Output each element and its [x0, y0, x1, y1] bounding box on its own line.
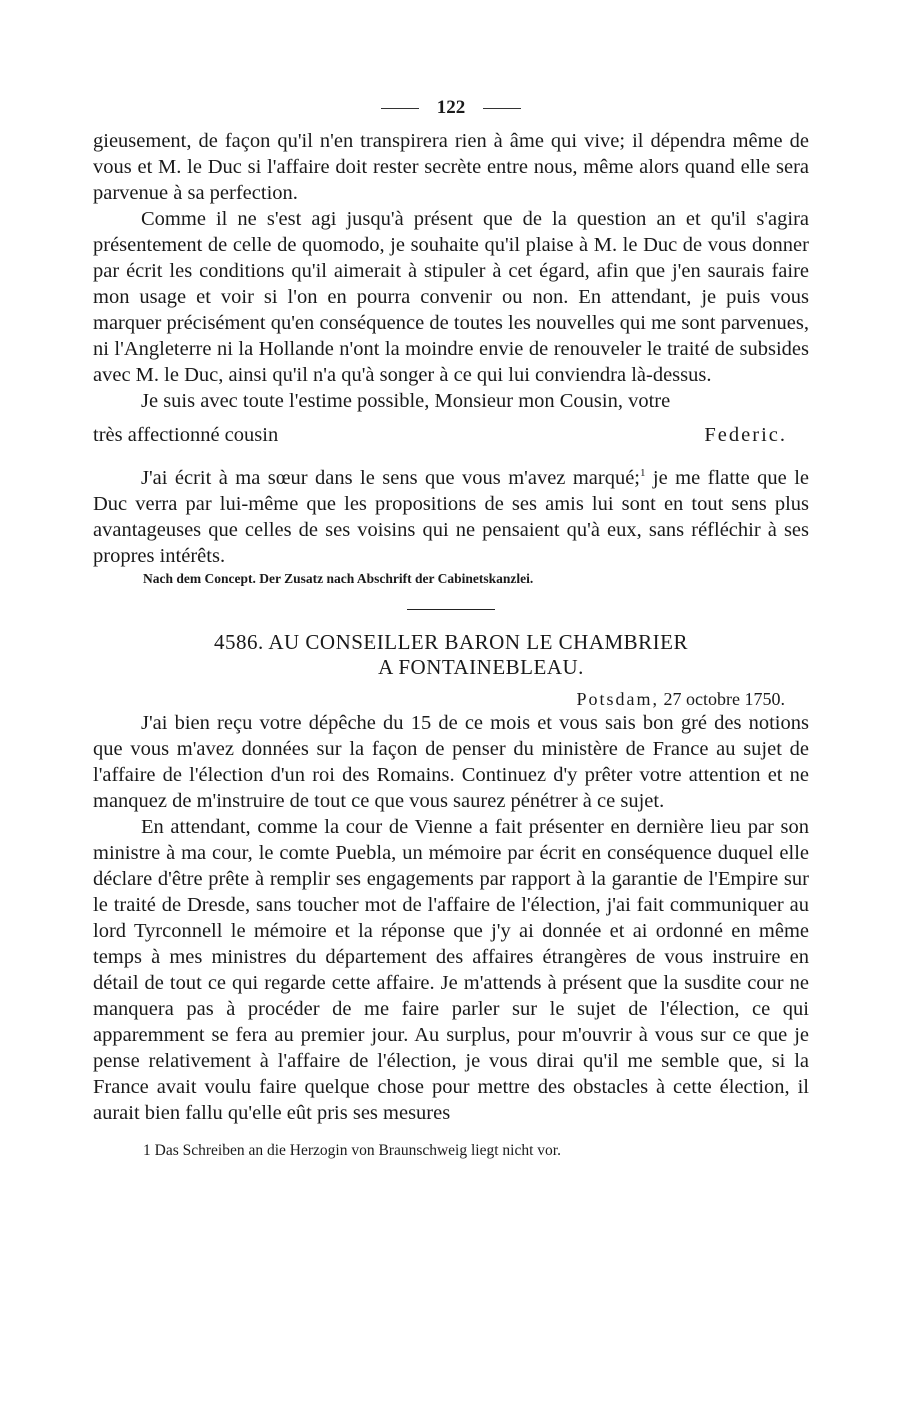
dateline-place: Potsdam, [576, 688, 660, 709]
dateline [93, 688, 809, 710]
closing-line: très affectionné cousin [93, 424, 279, 446]
source-note: Nach dem Concept. Der Zusatz nach Abschrift der Cabinetskanzlei. [143, 570, 534, 586]
page-number: 122 [436, 97, 466, 118]
postscript-text-1: J'ai écrit à ma sœur dans le sens que vous m'avez marqué; [141, 466, 640, 489]
paragraph-salutation: Je suis avec toute l'estime possible, Monsieur mon Cousin, votre [141, 390, 671, 412]
paragraph-continuation: gieusement, de façon qu'il n'en transpirera rien à âme qui vive; il dépendra même de vous et M. le Duc si l'affaire doit rester secrète entre nous, même alors quand elle sera parvenue à sa perfection. [93, 130, 809, 204]
page-header [93, 88, 809, 128]
postscript-text-2: je me flatte que le Duc verra par lui-même que les propositions de ses amis lui sont en tout sens plus avantageuses que celles de ses voisins qui ne pensaient qu'à eux, sans réfléchir à ses propres intérêts. [93, 466, 810, 567]
paragraph-letter-1: J'ai bien reçu votre dépêche du 15 de ce mois et vous sais bon gré des notions que vous m'avez données sur la façon de penser du ministère de France au sujet de l'affaire de l'élection d'un roi des Romains. Continuez d'y prêter votre attention et ne manquez de m'instruire de tout ce que vous saurez pénétrer à ce sujet. [93, 711, 809, 812]
signature: Federic. [704, 424, 787, 446]
dateline-date: 27 octobre 1750. [663, 688, 785, 709]
letter-heading-line-2: A FONTAINEBLEAU. [378, 654, 584, 679]
document-page [93, 88, 809, 1160]
letter-heading [93, 630, 809, 680]
paragraph-letter-2: En attendant, comme la cour de Vienne a fait présenter en dernière lieu par son ministre à ma cour, le comte Puebla, un mémoire par écrit en conséquence duquel elle déclare d'être prête à remplir ses engagements par rapport à la garantie de l'Empire sur le traité de Dresde, sans toucher mot de l'affaire de l'élection, j'ai fait communiquer au lord Tyrconnell le mémoire et la réponse que j'y ai donnée et ai ordonné en même temps à mes ministres du département des affaires étrangères de vous instruire en détail de tout ce qui regarde cette affaire. Je m'attends à présent que la susdite cour ne manquera pas à procéder de me faire parler sur le sujet de l'élection, ce qui apparemment se fera au premier jour. Au surplus, pour m'ouvrir à vous sur ce que je pense relativement à l'affaire de l'élection, je vous dirai qu'il me semble que, si la France avait voulu faire quelque chose pour mettre des obstacles à cette élection, il aurait bien fallu qu'elle eût pris ses mesures [93, 815, 809, 1124]
footnote-marker: 1 [640, 467, 646, 479]
section-divider [407, 609, 495, 610]
footnote: 1 Das Schreiben an die Herzogin von Braunschweig liegt nicht vor. [143, 1141, 561, 1159]
header-rule-left [381, 108, 419, 109]
header-rule-right [483, 108, 521, 109]
postscript [93, 460, 809, 569]
letter-heading-line-1: 4586. AU CONSEILLER BARON LE CHAMBRIER [213, 629, 689, 654]
closing-block [93, 414, 809, 448]
paragraph-conditions: Comme il ne s'est agi jusqu'à présent que de la question an et qu'il s'agira présentement de celle de quomodo, je souhaite qu'il plaise à M. le Duc de vous donner par écrit les conditions qu'il aimerait à stipuler à cet égard, afin que j'en saurais faire mon usage et voir si l'on en pourra convenir ou non. En attendant, je puis vous marquer précisément qu'en conséquence de toutes les nouvelles qui me sont parvenues, ni l'Angleterre ni la Hollande n'ont la moindre envie de renouveler le traité de subsides avec M. le Duc, ainsi qu'il n'a qu'à songer à ce qui lui conviendra là-dessus. [93, 208, 809, 386]
